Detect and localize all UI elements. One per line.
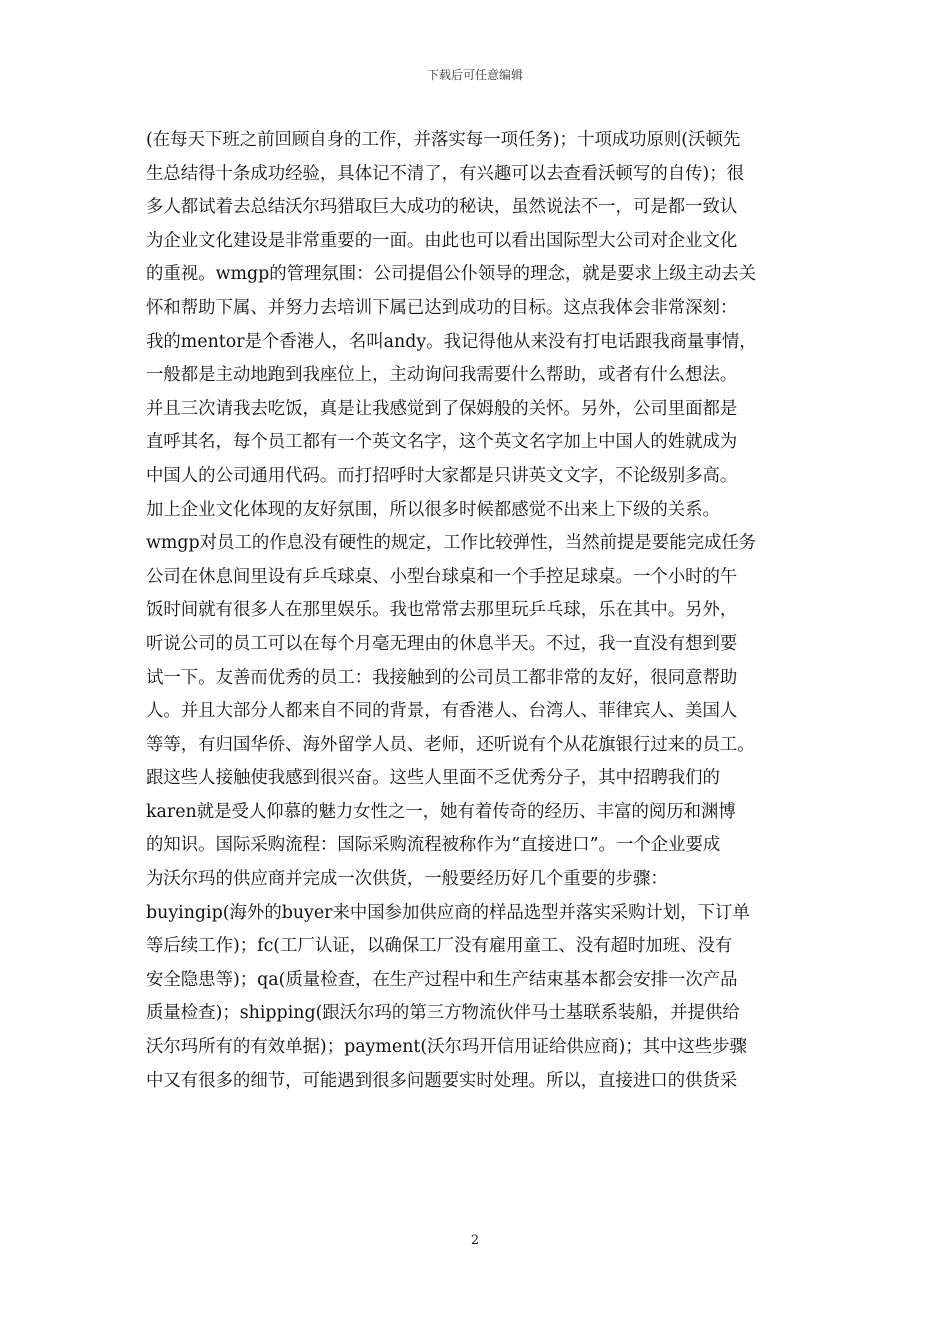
text-line: 饭时间就有很多人在那里娱乐。我也常常去那里玩乒乓球，乐在其中。另外， xyxy=(146,600,738,621)
text-line: 质量检查)；shipping(跟沃尔玛的第三方物流伙伴马士基联系装船，并提供给 xyxy=(146,1003,740,1024)
text-line: 生总结得十条成功经验，具体记不清了，有兴趣可以去查看沃顿写的自传)；很 xyxy=(146,163,745,184)
text-line: 的知识。国际采购流程：国际采购流程被称作为“直接进口”。一个企业要成 xyxy=(146,835,721,856)
text-line: 中国人的公司通用代码。而打招呼时大家都是只讲英文文字，不论级别多高。 xyxy=(146,465,738,486)
page-header: 下载后可任意编辑 xyxy=(426,68,523,82)
text-line: 中又有很多的细节，可能遇到很多问题要实时处理。所以，直接进口的供货采 xyxy=(146,1070,738,1091)
text-line: 试一下。友善而优秀的员工：我接触到的公司员工都非常的友好，很同意帮助 xyxy=(146,667,738,688)
text-line: buyingip(海外的buyer来中国参加供应商的样品选型并落实采购计划，下订单 xyxy=(146,902,750,923)
text-line: 公司在休息间里设有乒乓球桌、小型台球桌和一个手控足球桌。一个小时的午 xyxy=(146,566,738,587)
text-line: 跟这些人接触使我感到很兴奋。这些人里面不乏优秀分子，其中招聘我们的 xyxy=(146,768,720,789)
text-line: 人。并且大部分人都来自不同的背景，有香港人、台湾人、菲律宾人、美国人 xyxy=(146,701,738,722)
text-line: 的重视。wmgp的管理氛围：公司提倡公仆领导的理念，就是要求上级主动去关 xyxy=(146,264,757,285)
text-line: 为企业文化建设是非常重要的一面。由此也可以看出国际型大公司对企业文化 xyxy=(146,230,738,251)
body-text xyxy=(146,124,806,1098)
text-line: 等等，有归国华侨、海外留学人员、老师，还听说有个从花旗银行过来的员工。 xyxy=(146,734,755,755)
text-line: 怀和帮助下属、并努力去培训下属已达到成功的目标。这点我体会非常深刻： xyxy=(146,297,738,318)
page-number: 2 xyxy=(470,1233,480,1248)
text-line: karen就是受人仰慕的魅力女性之一，她有着传奇的经历、丰富的阅历和渊博 xyxy=(146,801,736,822)
text-line: 沃尔玛所有的有效单据)；payment(沃尔玛开信用证给供应商)；其中这些步骤 xyxy=(146,1037,747,1058)
text-line: 加上企业文化体现的友好氛围，所以很多时候都感觉不出来上下级的关系。 xyxy=(146,499,720,520)
text-line: wmgp对员工的作息没有硬性的规定，工作比较弹性，当然前提是要能完成任务 xyxy=(146,533,757,554)
text-line: 我的mentor是个香港人，名叫andy。我记得他从来没有打电话跟我商量事情， xyxy=(146,331,757,352)
text-line: (在每天下班之前回顾自身的工作，并落实每一项任务)；十项成功原则(沃顿先 xyxy=(146,130,741,150)
text-line: 为沃尔玛的供应商并完成一次供货，一般要经历好几个重要的步骤： xyxy=(146,869,668,890)
text-line: 多人都试着去总结沃尔玛猎取巨大成功的秘诀，虽然说法不一，可是都一致认 xyxy=(146,197,738,218)
text-line: 等后续工作)；fc(工厂认证，以确保工厂没有雇用童工、没有超时加班、没有 xyxy=(146,936,733,957)
text-line: 听说公司的员工可以在每个月毫无理由的休息半天。不过，我一直没有想到要 xyxy=(146,633,738,654)
text-line: 直呼其名，每个员工都有一个英文名字，这个英文名字加上中国人的姓就成为 xyxy=(146,432,738,453)
text-line: 并且三次请我去吃饭，真是让我感觉到了保姆般的关怀。另外，公司里面都是 xyxy=(146,398,738,419)
text-line: 安全隐患等)；qa(质量检查，在生产过程中和生产结束基本都会安排一次产品 xyxy=(146,969,738,990)
text-line: 一般都是主动地跑到我座位上，主动询问我需要什么帮助，或者有什么想法。 xyxy=(146,365,738,386)
